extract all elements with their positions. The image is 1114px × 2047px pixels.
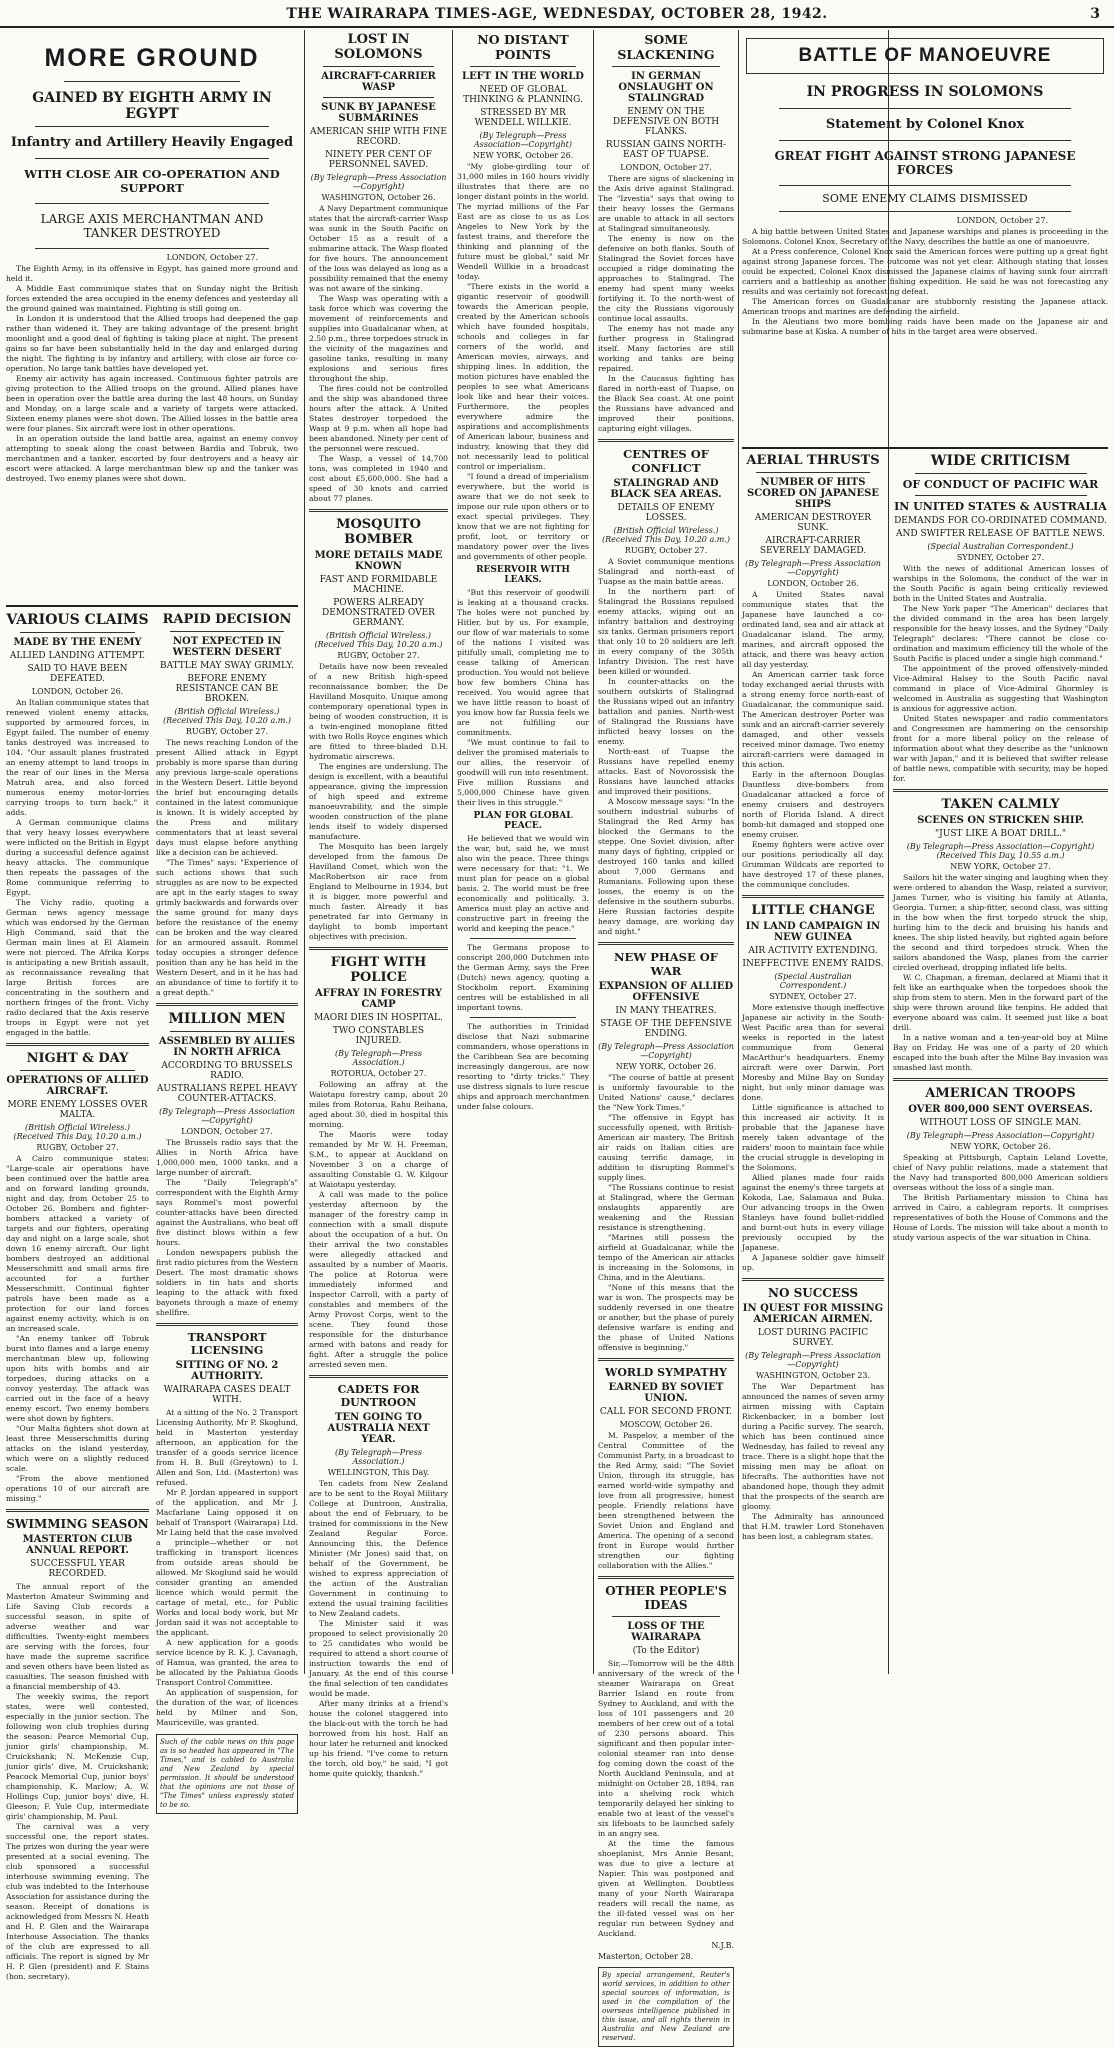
mosquito-paragraphs-0: Details have now been revealed of a new British high-speed reconnaissance bomber, the De Havilland Mosquito. Unique among contemporary operational types in being of wooden construction, it is a twin-engined monoplane fitted with two Rolls Royce engines which are fitted to three-bladed D.H. hydromatic airscrews.: [309, 662, 448, 761]
new-phase-story: [598, 950, 734, 1353]
lead-paragraphs-1: A Middle East communique states that on Sunday night the British forces extended the area occupied in the enemy defences and yesterday all the ground gained was maintained. Fighting is still going on.: [6, 284, 298, 313]
mosquito-paragraphs-2: The Mosquito has been largely developed from the famous De Havilland Comet, which won the MacRobertson air race from England to Melbourne in 1934, but it is bigger, more powerful and much faster. Already it has penetrated far into Germany in daylight to bomb important objectives with precision.: [309, 842, 448, 941]
lead-paragraphs-4: In an operation outside the land battle area, against an enemy convoy attempting to sneak along the coast between Bardia and Tobruk, two merchantmen and a tanker, escorted by four destroyers and a heavy air escort were attacked. A large merchantman blew up and the tanker was destroyed. Two enemy planes were shot down.: [6, 434, 298, 483]
calmly-title: TAKEN CALMLY: [941, 797, 1060, 812]
distant-paragraphs-9: The authorities in Trinidad disclose that Nazi submarine commanders, whose operations in the Caribbean Sea are becoming increasingly dangerous, are now resorting to "dirty tricks." They use distress signals to lure rescue ships and approach merchantmen under false colours.: [457, 1022, 589, 1111]
rule-divider: [742, 1278, 884, 1281]
ideas-dateline: Masterton, October 28.: [598, 1952, 694, 1961]
centres-story: [598, 447, 734, 937]
swimming-deck: MASTERTON CLUB ANNUAL REPORT.: [22, 1534, 133, 1556]
centres-paragraphs-1: In the northern part of Stalingrad the Russians repulsed enemy attacks, wiping out an infantry battalion and destroying six tanks. German prisoners report that only 10 to 20 soldiers are left in every company of the 305th Infantry Division. The rest have been killed or wounded.: [598, 587, 734, 676]
rule-divider: [756, 472, 870, 473]
rapid-title: RAPID DECISION: [162, 612, 292, 627]
rule-divider: [323, 97, 434, 98]
fight-paragraphs-2: A call was made to the police yesterday afternoon by the manager of the forestry camp in connection with a small dispute about the occupation of a hut. On their arrival the two constables were allegedly attacked and assaulted by a number of Maoris. The police at Rotorua were immediately informed and Inspector Carroll, with a party of constables and members of the Army Provost Corps, went to the scene. They found those responsible for the disturbance armed with batons and ready for fight. After a struggle the police arrested seven men.: [309, 1190, 448, 1369]
slackening-title: SOME SLACKENING: [617, 32, 715, 62]
newphase-deck: EXPANSION OF ALLIED OFFENSIVE: [598, 981, 734, 1003]
rule-divider: [309, 1375, 448, 1378]
section-rule: [6, 605, 298, 607]
fight-paragraphs-1: The Maoris were today remanded by Mr W. H. Freeman, S.M., to appear at Auckland on November 3 on a charge of assaulting Constable G. W. Kilgour at Waiotapu yesterday.: [309, 1130, 448, 1189]
rule-divider: [470, 66, 576, 67]
american-troops-story: [893, 1086, 1108, 1243]
slackening-paragraphs-3: In the Caucasus fighting has flared in north-east of Tuapse, on the Black Sea coast. At one point the Russians have advanced and improved their positions, capturing eight villages.: [598, 374, 734, 433]
calmly-deck: SCENES ON STRICKEN SHIP.: [917, 815, 1084, 826]
million-dateline: LONDON, October 27.: [181, 1127, 273, 1136]
centres-paragraphs-4: A Moscow message says: "In the southern industrial suburbs of Stalingrad the Red Army has blocked the Germans to the steppe. One Soviet division, after many days of fighting, crippled or destroyed 160 tanks and killed about 7,000 Germans and Rumanians. Following upon these losses, the enemy is on the defensive in the southern suburbs. Here Russian factories despite heavy damage, are working day and night.": [598, 797, 734, 936]
rule-divider: [35, 158, 269, 159]
centres-dateline: RUGBY, October 27.: [624, 546, 708, 555]
battle-paragraphs-2: The American forces on Guadalcanar are stubbornly resisting the Japanese attack. American troops and marines are defending the airfield.: [742, 297, 1108, 316]
various-sub: ALLIED LANDING ATTEMPT.: [9, 651, 146, 661]
swimming-title: SWIMMING SEASON: [6, 1517, 149, 1531]
rule-divider: [742, 895, 884, 898]
fight-sub2: TWO CONSTABLES INJURED.: [332, 1026, 425, 1046]
fight-police-story: [309, 955, 448, 1370]
mosquito-source: (British Official Wireless.) (Received This Day, 10.20 a.m.): [314, 631, 443, 649]
nosuccess-sub: LOST DURING PACIFIC SURVEY.: [757, 1328, 869, 1348]
rule-divider: [6, 1509, 149, 1512]
rapid-dateline: RUGBY, October 27.: [185, 727, 269, 736]
centres-deck: STALINGRAD AND BLACK SEA AREAS.: [610, 478, 722, 500]
solomons-sub3: NINETY PER CENT OF PERSONNEL SAVED.: [325, 150, 432, 170]
nosuccess-title: NO SUCCESS: [767, 1286, 859, 1300]
rule-divider: [309, 509, 448, 512]
nosuccess-deck: IN QUEST FOR MISSING AMERICAN AIRMEN.: [742, 1303, 884, 1325]
distant-paragraphs-3: RESERVOIR WITH LEAKS.: [476, 565, 570, 585]
rule-divider: [598, 1576, 734, 1579]
lead-paragraphs-0: The Eighth Army, in its offensive in Egypt, has gained more ground and held it.: [6, 264, 298, 283]
rule-divider: [170, 1031, 284, 1032]
transport-paragraphs-2: A new application for a goods service licence by R. K. J. Cavanagh, of Hamua, was granted, the area to be allocated by the Pahiatua Goods Transport Control Committee.: [156, 1638, 298, 1687]
transport-paragraphs-0: At a sitting of the No. 2 Transport Licensing Authority, Mr P. Skoglund, held in Masterton yesterday afternoon, an application for the transfer of a goods service licence from H. B. Bull (Greytown) to I. Allen and Son, Ltd. (Masterton) was refused.: [156, 1408, 298, 1487]
lead-deck3: LARGE AXIS MERCHANTMAN AND TANKER DESTROYED: [40, 212, 264, 240]
wide-source: (Special Australian Correspondent.): [927, 542, 1074, 551]
various-dateline: LONDON, October 26.: [31, 687, 124, 696]
newphase-paragraphs-1: "The offensive in Egypt has successfully opened, with British-American air mastery. The British air raids on Italian cities are causing terrific damage, in addition to disrupting Rommel's supply lines.: [598, 1113, 734, 1182]
cadets-paragraphs-1: The Minister said it was proposed to select provisionally 20 to 25 candidates who would be required to attend a short course of instruction towards the end of January. At the end of this course the final selection of ten candidates would be made.: [309, 1619, 448, 1698]
little-paragraphs-3: A Japanese soldier gave himself up.: [742, 1253, 884, 1272]
transport-deck: SITTING OF NO. 2 AUTHORITY.: [175, 1360, 279, 1382]
calmly-paragraphs-2: In a native woman and a ten-year-old boy at Milne Bay on Friday. He was one of a party of 20 which escaped into the bush after the Milne Bay invasion was smashed last month.: [893, 1033, 1108, 1072]
little-source: (Special Australian Correspondent.): [774, 972, 852, 990]
column-2: [156, 612, 298, 1809]
million-sub: ACCORDING TO BRUSSELS RADIO.: [161, 1061, 293, 1081]
rule-divider: [779, 140, 1072, 141]
world-sympathy-story: [598, 1366, 734, 1571]
fight-title: FIGHT WITH POLICE: [330, 955, 427, 985]
rule-divider: [915, 495, 1087, 496]
million-paragraphs-0: The Brussels radio says that the Allies in North Africa have 1,000,000 men, 1000 tanks, and a large number of aircraft.: [156, 1138, 298, 1177]
no-success-story: [742, 1286, 884, 1542]
transport-sub: WAIRARAPA CASES DEALT WITH.: [163, 1385, 291, 1405]
cadets-title: CADETS FOR DUNTROON: [337, 1383, 420, 1409]
wide-title: WIDE CRITICISM: [930, 453, 1071, 469]
wide-paragraphs-3: United States newspaper and radio commentators and Congressmen are hammering on the censorship front for a more liberal policy on the release of information about what they describe as the "unknown war with Japan," and it is believed that swifter release of battle news, compatible with security, may be hoped for.: [893, 714, 1108, 783]
solomons-title: LOST IN SOLOMONS: [334, 32, 423, 62]
sympathy-sub: CALL FOR SECOND FRONT.: [599, 1407, 733, 1417]
lead-deck1: Infantry and Artillery Heavily Engaged: [10, 135, 294, 150]
page-number: 3: [1090, 6, 1100, 22]
troops-source: (By Telegraph—Press Association—Copyright): [906, 1131, 1095, 1140]
solomons-sub: SUNK BY JAPANESE SUBMARINES: [321, 102, 436, 124]
night-dateline: RUGBY, October 27.: [36, 1143, 119, 1152]
cable-notice: Such of the cable news on this page as is so headed has appeared in "The Times," and is cabled to Australia and New Zealand by special permission. It should be understood that the opinions are not those of "The Times" unless expressly stated to be so.: [156, 1734, 298, 1814]
mosquito-deck: MORE DETAILS MADE KNOWN: [314, 550, 443, 572]
rule-divider: [612, 66, 721, 67]
transport-title: TRANSPORT LICENSING: [187, 1331, 267, 1357]
rule-divider: [20, 1070, 134, 1071]
column-5: [598, 32, 734, 2042]
column-divider: [452, 30, 453, 1674]
million-source: (By Telegraph—Press Association—Copyright): [159, 1107, 295, 1125]
fight-deck: AFFRAY IN FORESTRY CAMP: [315, 988, 442, 1010]
newphase-paragraphs-2: "The Russians continue to resist at Stalingrad, where the German onslaughts apparently are weakening and the Russian resistance is strengthening.: [598, 1183, 734, 1232]
slackening-sub2: RUSSIAN GAINS NORTH-EAST OF TUAPSE.: [605, 140, 727, 160]
night-paragraphs-1: "An enemy tanker off Tobruk burst into flames and a large enemy merchantman blew up, following upon hits with bombs and air torpedoes, during attacks on a convoy yesterday. The attack was carried out in the face of a heavy enemy escort. Two enemy bombers were shot down by fighters.: [6, 1334, 149, 1423]
lead-title: MORE GROUND: [44, 44, 260, 72]
column-divider: [304, 30, 305, 1674]
little-dateline: SYDNEY, October 27.: [769, 992, 857, 1001]
aerial-title: AERIAL THRUSTS: [746, 453, 880, 468]
distant-dateline: NEW YORK, October 26.: [472, 151, 574, 160]
solomons-source: (By Telegraph—Press Association—Copyright): [310, 173, 447, 191]
million-title: MILLION MEN: [168, 1011, 286, 1027]
swimming-story: [6, 1517, 149, 1982]
rule-divider: [35, 248, 269, 249]
centres-sub: DETAILS OF ENEMY LOSSES.: [617, 503, 715, 523]
rule-divider: [779, 185, 1072, 186]
rule-divider: [779, 211, 1072, 212]
troops-paragraphs-0: Speaking at Pittsburgh, Captain Leland Lovette, chief of Navy public relations, made a statement that the Navy had transported 800,000 American soldiers overseas without the loss of a single man.: [893, 1153, 1108, 1192]
sympathy-deck: EARNED BY SOVIET UNION.: [608, 1382, 724, 1404]
cadets-story: [309, 1383, 448, 1779]
troops-deck: OVER 800,000 SENT OVERSEAS.: [908, 1104, 1093, 1115]
solomons-story: [309, 32, 448, 504]
solomons-dateline: WASHINGTON, October 26.: [321, 193, 436, 202]
fight-dateline: ROTORUA, October 27.: [330, 1069, 427, 1078]
rule-divider: [470, 938, 576, 939]
lead-dateline: LONDON, October 27.: [166, 253, 258, 262]
transport-paragraphs-1: Mr P. Jordan appeared in support of the application, and Mr J. Macfarlane Laing opposed it on behalf of Transport (Wairarapa) Ltd. Mr Laing held that the case involved a principle—whether or not trafficking in transport licences from outside areas should be allowed. Mr Skoglund said he would consider granting an amended licence which would permit the cartage of metal, etc., for Public Works and local body work, but Mr Jordan said it was not acceptable to the applicant.: [156, 1488, 298, 1637]
battle-title: BATTLE OF MANOEUVRE: [746, 38, 1104, 74]
million-men-story: [156, 1011, 298, 1318]
various-title: VARIOUS CLAIMS: [6, 612, 149, 628]
swimming-paragraphs-2: The carnival was a very successful one, the report states. The prizes won during the year were presented at a social evening. The club sponsored a successful interhouse swimming evening. The club was indebted to the Interhouse Association for assistance during the season. Receipt of donations is acknowledged from Messrs N. Heath and H. P. Glen and the Wairarapa Interhouse Association. The thanks of the club are expressed to all officials. The report is signed by Mr H. P. Glen (president) and F. Stains (hon. secretary).: [6, 1822, 149, 1981]
rule-divider: [156, 1323, 298, 1326]
wide-paragraphs-2: The appointment of the proved offensively-minded Vice-Admiral Halsey to the South Pacific naval command in place of Vice-Admiral Ghormley is welcomed in Australia as suggesting that Washington is anxious for aggressive action.: [893, 664, 1108, 713]
battle-sub3: SOME ENEMY CLAIMS DISMISSED: [822, 192, 1028, 205]
aerial-paragraphs-2: Early in the afternoon Douglas Dauntless dive-bombers from Guadalcanar attacked a force of enemy cruisers and destroyers north of Florida Island. A direct bomb-hit damaged and stopped one enemy cruiser.: [742, 770, 884, 839]
sympathy-paragraphs-0: M. Paspelov, a member of the Central Committee of the Communist Party, in a broadcast to the Red Army, said: "The Soviet Union, through its struggle, has earned world-wide sympathy and love from all progressive, honest people. Friendly relations have been strengthened between the Soviet Union and England and America. The opening of a second front in Europe would further strengthen our fighting collaboration with the Allies.": [598, 1431, 734, 1570]
fight-source: (By Telegraph—Press Association.): [335, 1049, 422, 1067]
newphase-title: NEW PHASE OF WAR: [614, 950, 718, 978]
distant-sub: NEED OF GLOBAL THINKING & PLANNING.: [463, 85, 583, 105]
nosuccess-paragraphs-0: The War Department has announced the names of seven army airmen missing with Captain Rickenbacker, in a bomber lost during a Pacific survey. The search, which has been continued since Wednesday, has failed to reveal any trace. There is a slight hope that the missing men may be afloat on lifecrafts. The authorities have not abandoned hope, though they admit that the prospects of the search are gloomy.: [742, 1382, 884, 1511]
sympathy-title: WORLD SYMPATHY: [605, 1366, 727, 1379]
solomons-sub2: AMERICAN SHIP WITH FINE RECORD.: [310, 127, 447, 147]
various-claims-story: [6, 612, 149, 1038]
little-paragraphs-0: More extensive though ineffective Japanese air activity in the South-West Pacific area than for several weeks is reported in the latest communique from General MacArthur's headquarters. Enemy aircraft were over Darwin, Port Moresby and Milne Bay on Sunday night, but only minor damage was done.: [742, 1003, 884, 1102]
rapid-deck: NOT EXPECTED IN WESTERN DESERT: [172, 636, 282, 658]
aerial-deck: NUMBER OF HITS SCORED ON JAPANESE SHIPS: [747, 477, 879, 510]
ideas-paragraphs-0: Sir,—Tomorrow will be the 48th anniversary of the wreck of the steamer Wairarapa on Great Barrier Island en route from Sydney to Auckland, and with the loss of 101 passengers and 20 members of her crew out of a total of 230 persons aboard. This significant and then popular inter-colonial steamer ran into dense fog coming down the coast of the North Auckland Peninsula, and at midnight on October 28, 1894, ran into a shelving rock which temporarily delayed her sinking to enable two at least of the vessel's six lifeboats to be launched safely in an angry sea.: [598, 1659, 734, 1838]
rapid-paragraphs-0: The news reaching London of the present Allied attack in Egypt probably is more sparse than during any previous large-scale operations in the Western Desert. Little beyond the brief but encouraging details contained in the latest communique is known. It is widely accepted by the Press and military commentators that at least several days must elapse before anything like a decision can be achieved.: [156, 738, 298, 857]
lead-deck2: WITH CLOSE AIR CO-OPERATION AND SUPPORT: [24, 167, 280, 195]
calmly-paragraphs-0: Sailors hit the water singing and laughing when they were ordered to abandon the Wasp, related a survivor, James Turner, who is visiting his family at Atlanta, Georgia. Turner, a ship-fitter, second class, was sitting in the bow when the first torpedo struck the ship, hurling him to the deck and bruising his hands and knees. The ship listed heavily, but righted again before the second and third torpedoes struck. When the sailors abandoned the Wasp, planes from the carrier circled overhead, dropping inflated life belts.: [893, 873, 1108, 972]
column-7: [893, 453, 1108, 1671]
mosquito-title: MOSQUITO BOMBER: [336, 517, 421, 547]
lead-paragraphs-3: Enemy air activity has again increased. Continuous fighter patrols are giving protection to the Allied troops on the ground. Allied planes have been in operation over the battle area during the last 48 hours, on Sunday and Monday, on a large scale and a variety of targets were attacked. Sixteen enemy planes were shot down. The Allied losses in the battle area were four planes. Six aircraft were lost in other operations.: [6, 374, 298, 433]
nosuccess-source: (By Telegraph—Press Association—Copyright): [745, 1351, 881, 1369]
centres-paragraphs-0: A Soviet communique mentions Stalingrad and north-east of Tuapse as the main battle areas.: [598, 557, 734, 586]
rule-divider: [598, 1358, 734, 1361]
battle-dateline: LONDON, October 27.: [956, 216, 1048, 225]
rule-divider: [893, 1078, 1108, 1081]
solomons-paragraphs-2: The fires could not be controlled and the ship was abandoned three hours after the attack. A United States destroyer torpedoed the Wasp at 9 p.m. when all hope had been abandoned. Ninety per cent of the personnel were rescued.: [309, 384, 448, 453]
fight-sub: MAORI DIES IN HOSPITAL.: [314, 1013, 443, 1023]
ideas-deck: LOSS OF THE WAIRARAPA: [627, 1621, 705, 1643]
column-1: [6, 612, 150, 1981]
various-paragraphs-2: The Vichy radio, quoting a German news agency message which was endorsed by the German High Command, said that the German main lines at El Alamein were not pierced. The Afrika Korps is anticipating a new British assault, as reconnaissance revealing that large British forces are concentrating in the southern and northern fringes of the front. Vichy radio declared that the Axis reserve troops in Egypt were not yet engaged in the battle.: [6, 898, 149, 1037]
rule-divider: [309, 947, 448, 950]
rapid-decision-story: [156, 612, 298, 998]
night-deck: OPERATIONS OF ALLIED AIRCRAFT.: [6, 1075, 149, 1097]
slackening-deck: IN GERMAN ONSLAUGHT ON STALINGRAD: [618, 71, 714, 104]
taken-calmly-story: [893, 797, 1108, 1073]
aerial-paragraphs-3: Enemy fighters were active over our positions periodically all day. Grumman Wildcats are reported to have destroyed 17 of these planes, the communique concludes.: [742, 840, 884, 889]
various-paragraphs-0: An Italian communique states that renewed violent enemy attacks, supported by armoured forces, in Egypt failed. The number of enemy tanks destroyed was increased to 104. "Our assault planes frustrated an enemy attempt to land troops in the rear of our lines in the Mersa Matruh area, and also forced numerous enemy motor-lorries carrying troops to turn back," it adds.: [6, 698, 150, 817]
distant-deck: LEFT IN THE WORLD: [462, 71, 584, 82]
mosquito-sub2: POWERS ALREADY DEMONSTRATED OVER GERMANY.: [322, 598, 435, 628]
newphase-source: (By Telegraph—Press Association—Copyright): [598, 1042, 734, 1060]
centres-paragraphs-3: North-east of Tuapse the Russians have repelled enemy attacks. East of Novorossisk the Russians have launched attacks and improved their positions.: [598, 747, 734, 796]
masthead: [0, 0, 1114, 26]
rule-divider: [598, 439, 734, 442]
swimming-paragraphs-1: The weekly swims, the report states, were well contested, especially in the junior section. The following won club trophies during the season: Pearce Memorial Cup, junior girls' championship, M. Cruickshank; N. McKenzie Cup, junior girls' dive, M. Cruickshank; Peacock Memorial Cup, junior boys' championship, K. Marlow; A. W. Hollings Cup, junior boys' dive, H. Gleeson; F. Yule Cup, intermediate girls' championship, M. Paul.: [6, 1692, 149, 1821]
rule-divider: [35, 203, 269, 204]
battle-paragraphs-3: In the Aleutians two more bombing raids have been made on the Japanese air and submarine base at Kiska. A number of hits in the target area were observed.: [742, 317, 1108, 336]
wide-sub2: DEMANDS FOR CO-ORDINATED COMMAND.: [894, 516, 1107, 526]
aerial-story: [742, 453, 884, 890]
rule-divider: [893, 789, 1108, 792]
slackening-dateline: LONDON, October 27.: [620, 163, 712, 172]
rule-divider: [156, 1003, 298, 1006]
distant-sub2: STRESSED BY MR WENDELL WILLKIE.: [474, 108, 572, 128]
lead-body: [6, 264, 298, 484]
little-change-story: [742, 903, 884, 1273]
aerial-sub2: AIRCRAFT-CARRIER SEVERELY DAMAGED.: [759, 536, 867, 556]
rule-divider: [915, 473, 1087, 474]
wide-sub: IN UNITED STATES & AUSTRALIA: [894, 500, 1107, 513]
distant-paragraphs-1: "There exists in the world a gigantic reservoir of goodwill towards the American people, created by the American schools which have founded hospitals, schools and colleges in far corners of the world, and American movies, airways, and shipping lines. In addition, the motion pictures have enabled the peoples to see what Americans look like and hear their voices. Furthermore, the peoples everywhere admire the aspirations and accomplishments of American labour, business and industry, knowing that they did not necessarily lead to political control or imperialism.: [457, 282, 589, 471]
cadets-paragraphs-2: After many drinks at a friend's house the colonel staggered into the black-out with the torch he had borrowed from his host. Half an hour later he returned and knocked up his friend. "I've come to return the torch, old boy," he said, "I got home quite quickly, thanksh.": [309, 1699, 448, 1778]
slackening-paragraphs-0: There are signs of slackening in the Axis drive against Stalingrad. The "Izvestia" says that owing to their heavy losses the Germans are unable to attack in all sectors at Stalingrad simultaneously.: [598, 174, 734, 233]
troops-dateline: NEW YORK, October 26.: [950, 1142, 1051, 1151]
little-sub2: INEFFECTIVE ENEMY RAIDS.: [742, 959, 884, 969]
ideas-sig: N.J.B.: [711, 1941, 734, 1950]
cadets-deck: TEN GOING TO AUSTRALIA NEXT YEAR.: [327, 1412, 430, 1445]
centres-paragraphs-2: In counter-attacks on the southern outskirts of Stalingrad the Russians wiped out an infantry battalion and panies. North-west of Stalingrad the Russians have inflicted heavy losses on the enemy.: [598, 677, 734, 746]
rule-divider: [35, 126, 269, 127]
mosquito-paragraphs-1: The engines are underslung. The design is excellent, with a beautiful appearance, giving the impression of high speed and extreme manoeuvrability, and the simple wooden construction of the plane lends itself to widely dispersed manufacture.: [309, 762, 448, 841]
rule-divider: [470, 1017, 576, 1018]
solomons-paragraphs-0: A Navy Department communique states that the aircraft-carrier Wasp was sunk in the South Pacific on October 15 as a result of a submarine attack. The Wasp floated for five hours. The announcement of the loss was delayed as long as a possibility remained that the enemy was not aware of the sinking.: [309, 204, 448, 293]
little-paragraphs-2: Allied planes made four raids against the enemy's three targets at Kokoda, Lae, Salamaua and Buka. Our advancing troops in the Owen Stanleys have found bullet-riddled and burnt-out huts in every village previously occupied by the Japanese.: [742, 1173, 884, 1252]
swimming-sub: SUCCESSFUL YEAR RECORDED.: [30, 1559, 125, 1579]
distant-paragraphs-0: "My globe-girdling tour of 31,000 miles in 160 hours vividly illustrates that there are no longer distant points in the world. The myriad millions of the Far East are as close to us as Los Angeles to New York by the fastest trains, and therefore the thinking and planning of the future must be global," said Mr Wendell Willkie in a broadcast today.: [457, 162, 589, 281]
other-ideas-story: [598, 1584, 734, 2047]
battle-paragraphs-0: A big battle between United States and Japanese warships and planes is proceeding in the Solomons. Colonel Knox, Secretary of the Navy, describes the battle as one of manoeuvre.: [742, 227, 1108, 246]
distant-paragraphs-5: "We must continue to fail to deliver the promised materials to our allies, the reservoir of goodwill will run into resentment. Five million Russians and 5,000,000 Chinese have given their lives in this struggle.": [457, 738, 589, 807]
mosquito-sub: FAST AND FORMIDABLE MACHINE.: [319, 575, 438, 595]
rule-divider: [598, 942, 734, 945]
cadets-dateline: WELLINGTON, This Day.: [327, 1468, 430, 1477]
rule-divider: [6, 1043, 149, 1046]
solomons-paragraphs-1: The Wasp was operating with a task force which was covering the movement of reinforcements and supplies into Guadalcanar when, at 2.50 p.m., three torpedoes struck in the vicinity of the magazines and gasoline tanks, resulting in many explosions and serious fires throughout the ship.: [309, 294, 448, 383]
distant-paragraphs-4: "But this reservoir of goodwill is leaking at a thousand cracks. The holes were not punched by Hitler, but by us. For example, our flow of war materials to some of the nations I visited was pitifully small, completing me to cease talking of American production. You would not believe how few bombers China has received. You would agree that we have little reason to boast of you know how far Russia feels we are not fulfilling our commitments.: [457, 588, 589, 737]
newphase-paragraphs-3: "Marines still possess the airfield at Guadalcanar, while the tempo of the American air attacks is increasing in the Solomons, in China, and in the Aleutians.: [598, 1233, 734, 1282]
cadets-paragraphs-0: Ten cadets from New Zealand are to be sent to the Royal Military College at Duntroon, Australia, about the end of February, to be trained for commissions in the New Zealand Regular Force. Announcing this, the Defence Minister (Mr Jones) said that, on behalf of the Government, he wished to express appreciation of the action of the Australian Government in continuing to extend the usual training facilities to New Zealand cadets.: [309, 1479, 448, 1618]
newphase-paragraphs-4: "None of this means that the war is won. The prospects may be suddenly reversed in one theatre or another, but the phase of purely defensive warfare is ending and the phase of United Nations offensive is beginning.": [598, 1283, 734, 1352]
column-3: [309, 32, 448, 1778]
reuters-notice: By special arrangement, Reuter's world services, in addition to other special sources of information, is used in the compilation of the overseas intelligence published in this issue, and all rights therein in Australia and New Zealand are reserved.: [598, 1967, 734, 2047]
sympathy-dateline: MOSCOW, October 26.: [619, 1420, 713, 1429]
transport-paragraphs-3: An application of suspension, for the duration of the war, of licences held by Milner and Son, Mauriceville, was granted.: [156, 1688, 298, 1727]
wide-paragraphs-0: With the news of additional American losses of warships in the Solomons, the conduct of the war in the South Pacific is again being critically reviewed both in the United States and Australia.: [893, 564, 1108, 603]
distant-source: (By Telegraph—Press Association—Copyright): [474, 131, 572, 149]
million-sub2: AUSTRALIANS REPEL HEAVY COUNTER-ATTACKS.: [156, 1084, 298, 1104]
masthead-rule: [0, 26, 1114, 28]
aerial-paragraphs-1: An American carrier task force today exchanged aerial thrusts with a strong enemy force north-east of Guadalcanar, the communique said. The American destroyer Porter was sunk and an aircraft-carrier severely damaged, and other vessels received minor damage. Two enemy aircraft-carriers were damaged in this action.: [742, 670, 884, 769]
calmly-source: (By Telegraph—Press Association—Copyright) (Received This Day, 10.55 a.m.): [906, 842, 1095, 860]
nosuccess-paragraphs-1: The Admiralty has announced that H.M. trawler Lord Stonehaven has been lost, a cablegram states.: [742, 1512, 884, 1541]
ideas-paragraphs-1: At the time the famous shoeplanist, Mrs Annie Besant, was due to give a lecture at Napier. This was postponed and given at Wellington. Doubtless many of your North Wairarapa readers will recall the name, as the ill-fated vessel was on her regular run between Sydney and Auckland.: [598, 1839, 734, 1938]
column-4: [457, 32, 589, 1672]
wide-paragraphs-1: The New York paper "The American" declares that the divided command in the area has been largely responsible for the heavy losses, and the Sydney "Daily Telegraph" declares: "There cannot be close co-ordination and maximum efficiency till the whole of the South Pacific is placed under a single high command.": [893, 604, 1108, 663]
cadets-source: (By Telegraph—Press Association.): [335, 1448, 422, 1466]
rule-divider: [64, 81, 239, 82]
rule-divider: [779, 108, 1072, 109]
rapid-sub: BATTLE MAY SWAY GRIMLY.: [159, 661, 295, 671]
section-rule: [742, 447, 1108, 449]
transport-story: [156, 1331, 298, 1814]
column-divider: [593, 30, 594, 1674]
centres-source: (British Official Wireless.) (Received This Day, 10.20 a.m.): [602, 526, 730, 544]
distant-paragraphs-2: "I found a dread of imperialism everywhere, but the world is aware that we do not seek to impose our rule upon others or to exact special privileges. They know that we are not fighting for profit, loot, or territory or mandatory power over the lives and governments of other people.: [457, 472, 589, 561]
little-deck: IN LAND CAMPAIGN IN NEW GUINEA: [745, 921, 881, 943]
calmly-paragraphs-1: W. C. Chapman, a fireman, declared at Miami that it felt like an earthquake when the torpedoes shook the ship from stem to stern. Men in the forward part of the ship were thrown around like tenpins. He added that everyone aboard was calm. It seemed just like a boat drill.: [893, 973, 1108, 1032]
troops-paragraphs-1: The British Parliamentary mission to China has arrived in Cairo, a cablegram reports. It comprises representatives of both the House of Commons and the House of Lords. The mission will take about a month to study various aspects of the war situation in China.: [893, 1193, 1108, 1242]
aerial-dateline: LONDON, October 26.: [767, 579, 859, 588]
million-paragraphs-1: The "Daily Telegraph's" correspondent with the Eighth Army says Rommel's most powerful counter-attacks have been directed against the Australians, who beat off five distinct blows within a few hours.: [156, 1178, 298, 1247]
various-deck: MADE BY THE ENEMY: [13, 637, 142, 648]
wide-sub3: AND SWIFTER RELEASE OF BATTLE NEWS.: [896, 529, 1105, 539]
solomons-deck: AIRCRAFT-CARRIER WASP: [321, 71, 436, 93]
aerial-paragraphs-0: A United States naval communique states that the Japanese have launched a co-ordinated land, sea and air attack at Guadalcanar island. The army, marines, and aircraft opposed the attack, and there was heavy action all day yesterday.: [742, 590, 884, 669]
newphase-paragraphs-0: "The course of battle at present is uniformly favourable to the United Nations' cause," declares the "New York Times.": [598, 1073, 734, 1112]
battle-sub2: GREAT FIGHT AGAINST STRONG JAPANESE FORCES: [774, 149, 1076, 177]
million-paragraphs-2: London newspapers publish the first radio pictures from the Western Desert. The most dramatic shows soldiers in tin hats and shorts leaping to the attack with fixed bayonets through a maze of enemy shellfire.: [156, 1248, 298, 1317]
night-sub: MORE ENEMY LOSSES OVER MALTA.: [7, 1100, 148, 1120]
lead-headline: GAINED BY EIGHTH ARMY IN EGYPT: [32, 90, 272, 122]
centres-title: CENTRES OF CONFLICT: [623, 447, 709, 475]
various-paragraphs-1: A German communique claims that very heavy losses everywhere were inflicted on the British in Egypt during a successful defence against heavy attacks. The communique then repeats the passages of the Rome communique referring to Egypt.: [6, 818, 149, 897]
rule-divider: [612, 1616, 721, 1617]
night-day-story: [6, 1051, 149, 1504]
mosquito-story: [309, 517, 448, 942]
little-title: LITTLE CHANGE: [751, 903, 875, 918]
slackening-story: [598, 32, 734, 434]
slackening-paragraphs-1: The enemy is now on the defensive on both flanks. South of Stalingrad the Soviet forces have occupied a ridge dominating the approaches to Stalingrad. The enemy had spent many weeks fortifying it. To the north-west of the city the Russians vigorously continue local assaults.: [598, 234, 734, 323]
newphase-sub: IN MANY THEATRES.: [615, 1006, 717, 1016]
night-paragraphs-3: "From the above mentioned operations 10 of our aircraft are missing.": [6, 1474, 149, 1503]
night-paragraphs-0: A Cairo communique states: "Large-scale air operations have been continued over the battle area and on forward landing grounds, night and day, from October 25 to October 26. Bombers and fighter-bombers attacked a variety of targets and our fighters, operating day and night on a large scale, shot down 16 enemy aircraft. Our light bombers destroyed an additional Messerschmitt and small arms fire accounted for a further Messerschmitt. Continual fighter patrols have been made as a protection for our land forces against enemy activity, which is on an increased scale.: [6, 1154, 149, 1333]
rule-divider: [20, 632, 134, 633]
slackening-paragraphs-2: The enemy has not made any further progress in Stalingrad itself. Many factories are still working and tanks are being repaired.: [598, 324, 734, 373]
distant-paragraphs-7: He believed that we would win the war, but, said he, we must also win the peace. Three things were necessary for that: "1. We must plan for peace on a global basis. 2. The world must be free economically and politically. 3. America must play an active and constructive part in freeing the world and keeping the peace.": [457, 834, 589, 933]
swimming-paragraphs-0: The annual report of the Masterton Amateur Swimming and Life Saving Club records a successful season, in spite of adverse weather and war difficulties. Twenty-eight members are serving with the forces, four have made the supreme sacrifice and seven others have been listed as casualties. The season finished with a financial membership of 43.: [6, 1582, 149, 1691]
slackening-sub: ENEMY ON THE DEFENSIVE ON BOTH FLANKS.: [612, 107, 720, 137]
aerial-sub: AMERICAN DESTROYER SUNK.: [754, 513, 872, 533]
mosquito-dateline: RUGBY, October 27.: [337, 651, 420, 660]
rule-divider: [323, 66, 434, 67]
battle-deck: IN PROGRESS IN SOLOMONS: [806, 84, 1044, 100]
battle-story: [742, 32, 1108, 442]
troops-title: AMERICAN TROOPS: [925, 1086, 1076, 1101]
wide-criticism-story: [893, 453, 1108, 784]
aerial-source: (By Telegraph—Press Association—Copyright): [745, 559, 881, 577]
distant-points-story: [457, 32, 589, 1112]
little-paragraphs-1: Little significance is attached to this increased air activity. It is probable that the Japanese have merely taken advantage of the raiders' moon to maintain face while the crucial struggle is developing in the Solomons.: [742, 1103, 884, 1172]
ideas-title: OTHER PEOPLE'S IDEAS: [605, 1584, 727, 1612]
wide-deck: OF CONDUCT OF PACIFIC WAR: [902, 478, 1099, 491]
newphase-sub2: STAGE OF THE DEFENSIVE ENDING.: [600, 1019, 732, 1039]
nosuccess-dateline: WASHINGTON, October 23.: [755, 1371, 871, 1380]
masthead-title: THE WAIRARAPA TIMES-AGE, WEDNESDAY, OCTOBER 28, 1942.: [286, 6, 828, 22]
battle-sub: Statement by Colonel Knox: [825, 117, 1025, 132]
distant-title: NO DISTANT POINTS: [477, 32, 569, 62]
column-divider: [738, 30, 739, 1674]
night-title: NIGHT & DAY: [26, 1051, 129, 1066]
night-source: (British Official Wireless.) (Received This Day, 10.20 a.m.): [13, 1123, 142, 1141]
calmly-dateline: NEW YORK, October 27.: [950, 862, 1051, 871]
rule-divider: [170, 631, 284, 632]
battle-paragraphs-1: At a Press conference, Colonel Knox said the American forces were putting up a great fight against strong Japanese forces. The outcome was not yet clear. Although stating that losses could be expected, Colonel Knox dismissed the Japanese claims of having sunk four aircraft carriers and a battleship as another fishing expedition. He said he was not forecasting any results and was certainly not forecasting defeat.: [742, 247, 1108, 296]
fight-paragraphs-0: Following an affray at the Waiotapu forestry camp, about 20 miles from Rotorua, Rahu Reihana, aged about 30, died in hospital this morning.: [309, 1080, 448, 1129]
newphase-dateline: NEW YORK, October 26.: [615, 1062, 717, 1071]
troops-sub: WITHOUT LOSS OF SINGLE MAN.: [919, 1118, 1082, 1128]
lead-paragraphs-2: In London it is understood that the Allied troops had deepened the gap rather than widened it. They are taking advantage of the present bright moonlight and a good deal of fighting is taking place at night. The present gains so far have been substantially held in the day and enlarged during the night. The fighting is by infantry and artillery, with close air force co-operation. No large tank battles have developed yet.: [6, 314, 298, 373]
distant-paragraphs-6: PLAN FOR GLOBAL PEACE.: [473, 811, 573, 831]
rapid-source: (British Official Wireless.) (Received This Day, 10.20 a.m.): [163, 707, 291, 725]
column-6: [742, 453, 884, 1671]
night-paragraphs-2: "Our Malta fighters shot down at least three Messerschmitts during attacks on the island yesterday, which were on a slightly reduced scale.: [6, 1424, 149, 1473]
little-sub: AIR ACTIVITY EXTENDING.: [748, 946, 878, 956]
lead-story: [6, 32, 298, 604]
distant-paragraphs-8: The Germans propose to conscript 200,000 Dutchmen into the German Army, says the Free (Dutch) news agency, quoting a Stockholm report. Examining centres will be established in all important towns.: [457, 943, 589, 1012]
wide-dateline: SYDNEY, October 27.: [956, 553, 1045, 562]
rapid-sub2: BEFORE ENEMY RESISTANCE CAN BE BROKEN.: [175, 674, 279, 704]
calmly-sub: "JUST LIKE A BOAT DRILL.": [935, 829, 1066, 839]
various-sub2: SAID TO HAVE BEEN DEFEATED.: [27, 664, 128, 684]
million-deck: ASSEMBLED BY ALLIES IN NORTH AFRICA: [158, 1036, 296, 1058]
ideas-sub: (To the Editor): [632, 1646, 700, 1656]
solomons-paragraphs-3: The Wasp, a vessel of 14,700 tons, was completed in 1940 and cost about £5,600,000. She had a speed of 30 knots and carried about 77 planes.: [309, 454, 448, 503]
rapid-paragraphs-1: "The Times" says: "Experience of such actions shows that such struggles as are now to be expected are apt in the early stages to sway grimly backwards and forwards over the same ground for many days before the resistance of the enemy can be broken and the way cleared for an armoured assault. Rommel today occupies a stronger defence position than any he has held in the Western Desert, and in it he has had an abundance of time to fortify it to a great depth.": [156, 858, 298, 997]
